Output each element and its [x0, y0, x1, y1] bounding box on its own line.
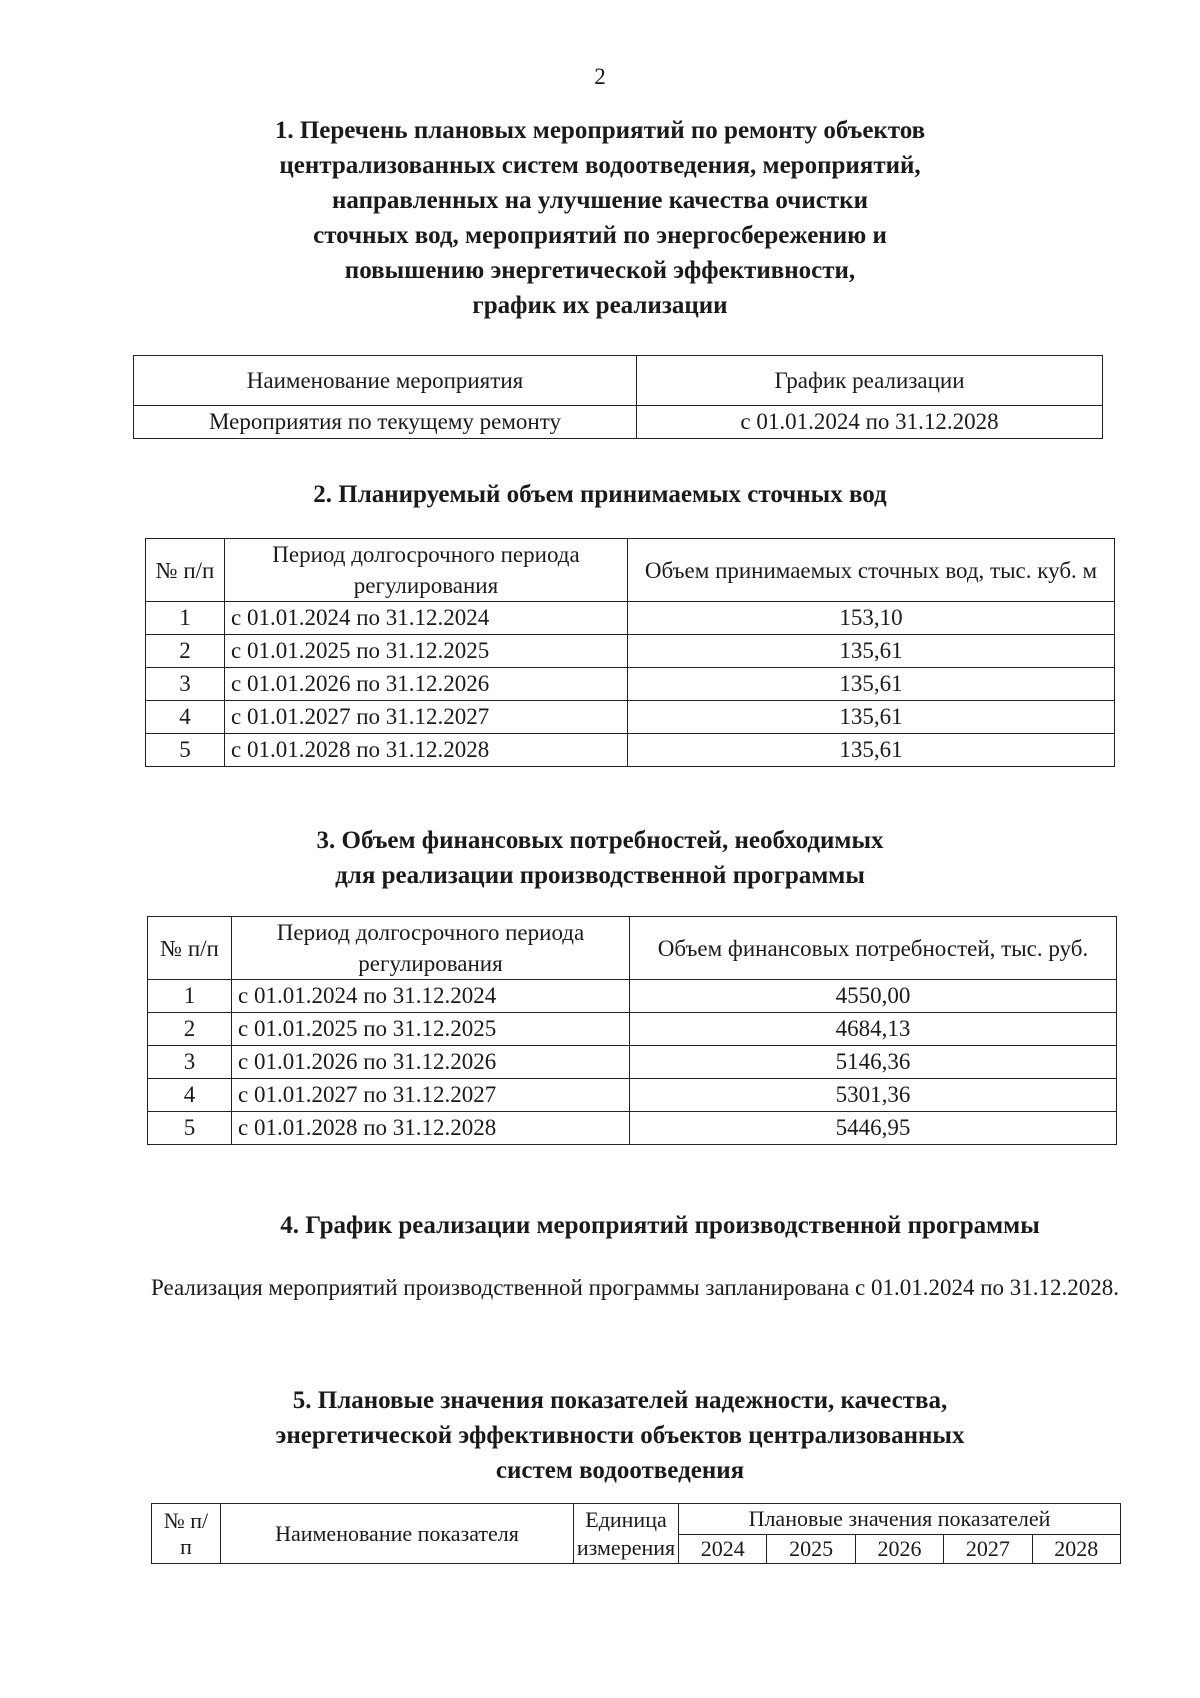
section3-title-line: 3. Объем финансовых потребностей, необходимых — [316, 827, 884, 854]
cell-period: с 01.01.2028 по 31.12.2028 — [225, 734, 628, 767]
section1-title — [0, 113, 1200, 323]
section1-title-line: направленных на улучшение качества очистки — [332, 187, 868, 214]
table-header-row — [148, 917, 1117, 980]
header-volume: Объем принимаемых сточных вод, тыс. куб. м — [628, 539, 1115, 602]
cell-period: с 01.01.2025 по 31.12.2025 — [225, 635, 628, 668]
cell-amount: 4550,00 — [630, 980, 1117, 1013]
cell-number: 3 — [146, 668, 225, 701]
cell-volume: 153,10 — [628, 602, 1115, 635]
header-event-name: Наименование мероприятия — [134, 356, 637, 406]
header-schedule: График реализации — [637, 356, 1103, 406]
header-financial-volume: Объем финансовых потребностей, тыс. руб. — [630, 917, 1117, 980]
cell-amount: 5301,36 — [630, 1079, 1117, 1112]
table-row — [148, 1046, 1117, 1079]
section3-title-line: для реализации производственной программы — [335, 862, 865, 889]
cell-number: 2 — [146, 635, 225, 668]
header-year: 2028 — [1032, 1535, 1120, 1564]
table-row — [148, 1013, 1117, 1046]
cell-period: с 01.01.2028 по 31.12.2028 — [232, 1112, 630, 1145]
header-number: № п/п — [152, 1504, 221, 1564]
cell-period: с 01.01.2024 по 31.12.2024 — [225, 602, 628, 635]
cell-amount: 5446,95 — [630, 1112, 1117, 1145]
header-period: Период долгосрочного периода регулирования — [232, 917, 630, 980]
section1-title-line: централизованных систем водоотведения, мероприятий, — [279, 152, 921, 179]
table-header-row — [146, 539, 1115, 602]
header-number: № п/п — [146, 539, 225, 602]
header-year: 2027 — [944, 1535, 1032, 1564]
section5-title-line: энергетической эффективности объектов централизованных — [275, 1422, 965, 1449]
section1-title-line: 1. Перечень плановых мероприятий по ремонту объектов — [274, 117, 926, 144]
cell-number: 2 — [148, 1013, 232, 1046]
indicators-table — [151, 1503, 1121, 1564]
header-year: 2026 — [855, 1535, 943, 1564]
wastewater-volume-table — [145, 538, 1115, 767]
cell-volume: 135,61 — [628, 635, 1115, 668]
table-row — [134, 406, 1103, 439]
cell-amount: 4684,13 — [630, 1013, 1117, 1046]
header-unit: Единица измерения — [574, 1504, 679, 1564]
financial-needs-table — [147, 916, 1117, 1145]
section5-title — [20, 1383, 1200, 1488]
events-table — [133, 355, 1103, 439]
cell-period: с 01.01.2025 по 31.12.2025 — [232, 1013, 630, 1046]
cell-volume: 135,61 — [628, 668, 1115, 701]
section1-title-line: график их реализации — [472, 292, 728, 319]
header-number: № п/п — [148, 917, 232, 980]
cell-event-name: Мероприятия по текущему ремонту — [134, 406, 637, 439]
section2-title-text: 2. Планируемый объем принимаемых сточных вод — [313, 481, 887, 508]
cell-volume: 135,61 — [628, 701, 1115, 734]
section3-title — [0, 823, 1200, 893]
cell-period: с 01.01.2024 по 31.12.2024 — [232, 980, 630, 1013]
cell-amount: 5146,36 — [630, 1046, 1117, 1079]
cell-schedule: с 01.01.2024 по 31.12.2028 — [637, 406, 1103, 439]
cell-period: с 01.01.2026 по 31.12.2026 — [232, 1046, 630, 1079]
table-row — [146, 602, 1115, 635]
cell-number: 1 — [146, 602, 225, 635]
section4-text: Реализация мероприятий производственной программы запланирована с 01.01.2024 по 31.12.2028. — [150, 1275, 1120, 1300]
cell-number: 5 — [146, 734, 225, 767]
table-header-row — [152, 1504, 1121, 1535]
header-year: 2024 — [679, 1535, 767, 1564]
cell-number: 3 — [148, 1046, 232, 1079]
table-row — [148, 980, 1117, 1013]
cell-period: с 01.01.2027 по 31.12.2027 — [232, 1079, 630, 1112]
section5-title-line: 5. Плановые значения показателей надежности, качества, — [292, 1387, 948, 1414]
section1-title-line: сточных вод, мероприятий по энергосбережению и — [313, 222, 887, 249]
section2-title — [0, 477, 1200, 512]
header-indicator-name: Наименование показателя — [221, 1504, 574, 1564]
table-row — [146, 701, 1115, 734]
section5-title-line: систем водоотведения — [495, 1457, 745, 1484]
section4-title — [60, 1208, 1200, 1243]
cell-number: 4 — [146, 701, 225, 734]
section4-title-text: 4. График реализации мероприятий производственной программы — [280, 1212, 1040, 1239]
cell-number: 4 — [148, 1079, 232, 1112]
table-row — [148, 1079, 1117, 1112]
cell-period: с 01.01.2026 по 31.12.2026 — [225, 668, 628, 701]
section1-title-line: повышению энергетической эффективности, — [344, 257, 856, 284]
header-period: Период долгосрочного периода регулирования — [225, 539, 628, 602]
header-plan-values: Плановые значения показателей — [679, 1504, 1121, 1535]
cell-volume: 135,61 — [628, 734, 1115, 767]
table-header-row — [134, 356, 1103, 406]
table-row — [146, 635, 1115, 668]
cell-number: 5 — [148, 1112, 232, 1145]
table-row — [146, 668, 1115, 701]
table-row — [146, 734, 1115, 767]
cell-number: 1 — [148, 980, 232, 1013]
table-row — [148, 1112, 1117, 1145]
header-year: 2025 — [767, 1535, 855, 1564]
page-number: 2 — [594, 64, 606, 89]
cell-period: с 01.01.2027 по 31.12.2027 — [225, 701, 628, 734]
